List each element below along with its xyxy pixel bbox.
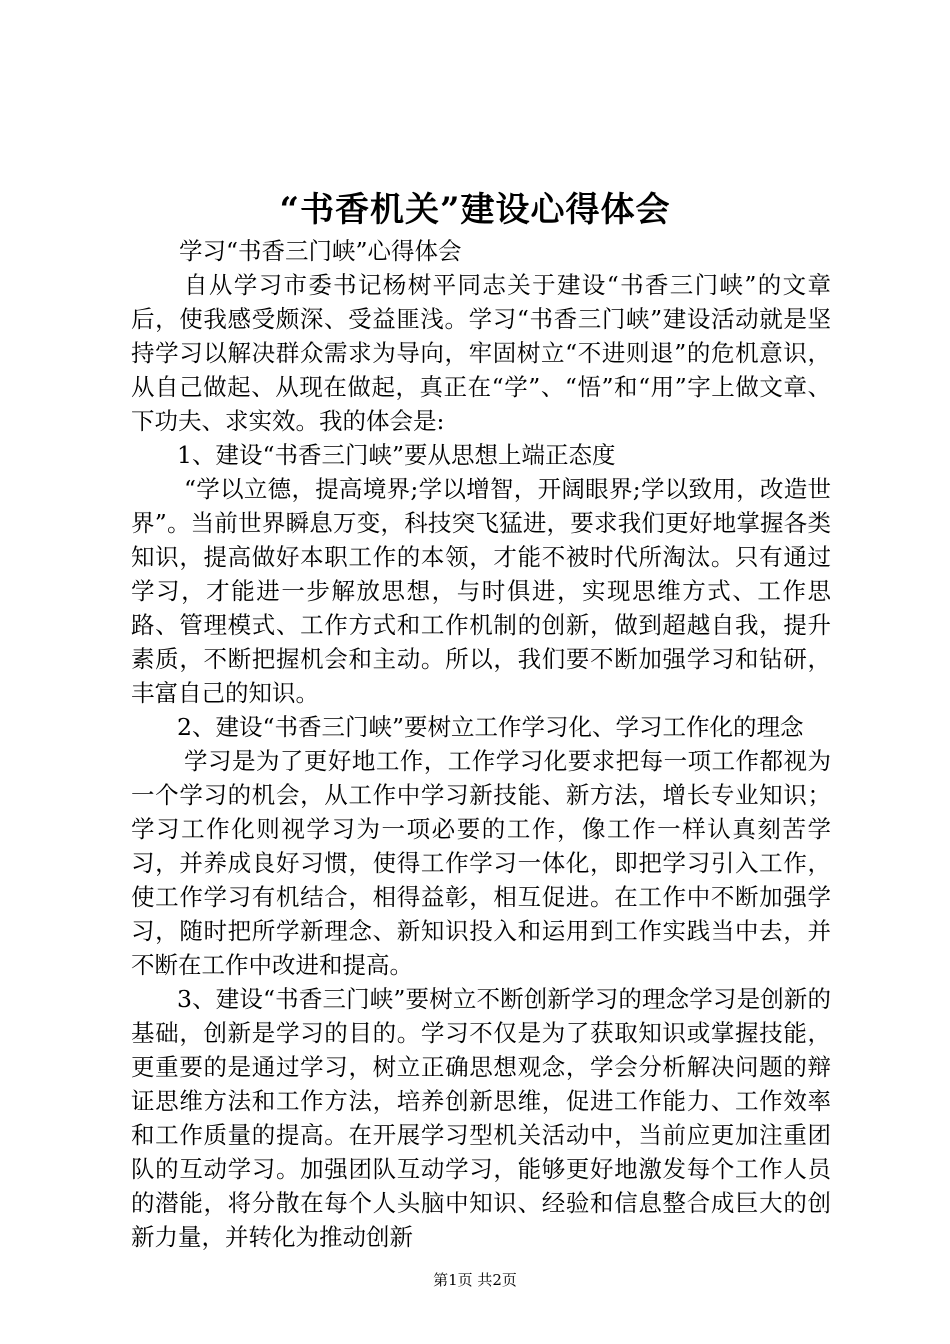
section-heading-2: 2、建设“书香三门峡”要树立工作学习化、学习工作化的理念 [177, 713, 804, 741]
document-body [131, 234, 831, 1254]
section-3-paragraph: 3、建设“书香三门峡”要树立不断创新学习的理念学习是创新的基础，创新是学习的目的。学习不仅是为了获取知识或掌握技能，更重要的是通过学习，树立正确思想观念，学会分析解决问题的辩证思维方法和工作方法，培养创新思维，促进工作能力、工作效率和工作质量的提高。在开展学习型机关活动中，当前应更加注重团队的互动学习。加强团队互动学习，能够更好地激发每个工作人员的潜能，将分散在每个人头脑中知识、经验和信息整合成巨大的创新力量，并转化为推动创新 [131, 985, 831, 1251]
intro-paragraph: 自从学习市委书记杨树平同志关于建设“书香三门峡”的文章后，使我感受颇深、受益匪浅。学习“书香三门峡”建设活动就是坚持学习以解决群众需求为导向，牢固树立“不进则退”的危机意识，从自己做起、从现在做起，真正在“学”、“悟”和“用”字上做文章、下功夫、求实效。我的体会是: [131, 271, 831, 435]
section-1-paragraph: “学以立德，提高境界;学以增智，开阔眼界;学以致用，改造世界”。当前世界瞬息万变，科技突飞猛进，要求我们更好地掌握各类知识，提高做好本职工作的本领，才能不被时代所淘汰。只有通过学习，才能进一步解放思想，与时俱进，实现思维方式、工作思路、管理模式、工作方式和工作机制的创新，做到超越自我，提升素质，不断把握机会和主动。所以，我们要不断加强学习和钻研，丰富自己的知识。 [131, 475, 831, 707]
page-number-footer: 第1页 共2页 [433, 1271, 517, 1289]
subtitle-paragraph: 学习“书香三门峡”心得体会 [179, 237, 462, 265]
section-heading-1: 1、建设“书香三门峡”要从思想上端正态度 [177, 441, 616, 469]
document-title: “书香机关”建设心得体会 [279, 190, 671, 230]
section-2-paragraph: 学习是为了更好地工作，工作学习化要求把每一项工作都视为一个学习的机会，从工作中学习新技能、新方法，增长专业知识；学习工作化则视学习为一项必要的工作，像工作一样认真刻苦学习，并养成良好习惯，使得工作学习一体化，即把学习引入工作，使工作学习有机结合，相得益彰，相互促进。在工作中不断加强学习，随时把所学新理念、新知识投入和运用到工作实践当中去，并不断在工作中改进和提高。 [131, 747, 831, 979]
